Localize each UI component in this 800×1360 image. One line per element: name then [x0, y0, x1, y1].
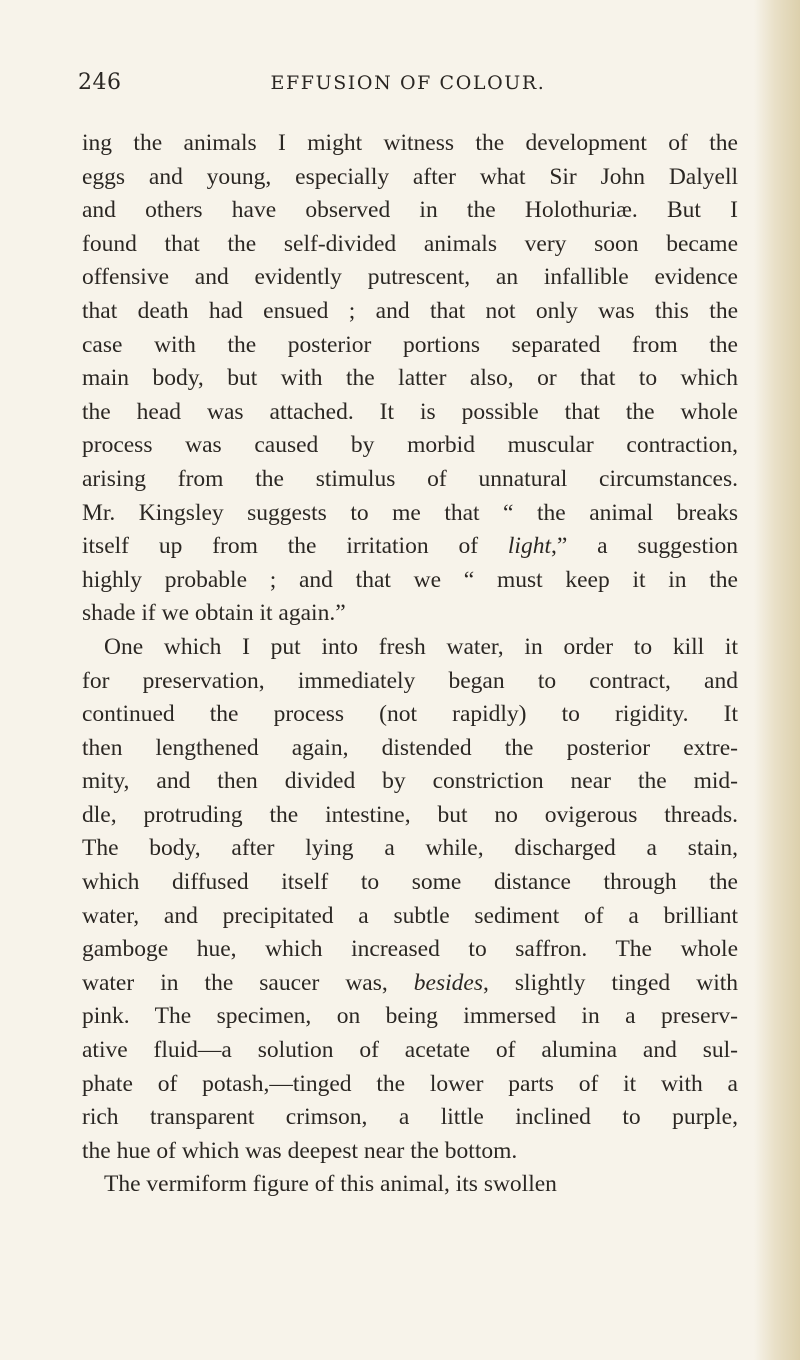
text-line: itself up from the irritation of light,” a suggestion — [82, 533, 739, 560]
text-line: found that the self-divided animals very soon became — [82, 230, 738, 257]
text-line: highly probable ; and that we “ must keep it in the — [82, 566, 738, 593]
text-line: and others have observed in the Holothuriæ. But I — [82, 197, 738, 224]
text-line: rich transparent crimson, a little inclined to purple, — [82, 1104, 738, 1131]
text-line: phate of potash,—tinged the lower parts of it with a — [82, 1070, 738, 1097]
page-number: 246 — [78, 70, 122, 95]
text-line: Mr. Kingsley suggests to me that “ the animal breaks — [82, 499, 738, 526]
text-line: offensive and evidently putrescent, an infallible evidence — [82, 264, 738, 291]
running-title: EFFUSION OF COLOUR. — [270, 72, 546, 94]
page-edge-shadow — [754, 0, 800, 1360]
page-header — [78, 70, 738, 100]
text-line: case with the posterior portions separated from the — [82, 331, 738, 358]
text-line: the head was attached. It is possible that the whole — [82, 398, 738, 425]
text-line: gamboge hue, which increased to saffron. The whole — [82, 936, 738, 963]
text-line: ative fluid—a solution of acetate of alumina and sul- — [82, 1037, 738, 1064]
paragraph-start-line: One which I put into fresh water, in order to kill it — [104, 633, 738, 660]
paragraph-end-line: shade if we obtain it again.” — [82, 600, 346, 627]
text-line: The body, after lying a while, discharged a stain, — [82, 835, 738, 862]
text-line: process was caused by morbid muscular contraction, — [82, 432, 738, 459]
text-line: water, and precipitated a subtle sediment of a brilliant — [82, 902, 738, 929]
paragraph-start-line: The vermiform figure of this animal, its swollen — [104, 1171, 557, 1198]
paragraph-end-line: the hue of which was deepest near the bottom. — [82, 1137, 518, 1164]
body-text — [82, 127, 738, 1202]
text-line: dle, protruding the intestine, but no ovigerous threads. — [82, 801, 738, 828]
text-line: pink. The specimen, on being immersed in a preserv- — [82, 1003, 738, 1030]
text-line: which diffused itself to some distance through the — [82, 869, 738, 896]
text-line: ing the animals I might witness the development of the — [82, 130, 738, 156]
text-line: eggs and young, especially after what Sir John Dalyell — [82, 163, 738, 190]
text-line: that death had ensued ; and that not only was this the — [82, 297, 738, 324]
text-line: then lengthened again, distended the posterior extre- — [82, 734, 738, 761]
text-line: main body, but with the latter also, or that to which — [82, 365, 738, 392]
text-line: water in the saucer was, besides, slightly tinged with — [82, 969, 738, 996]
text-line: continued the process (not rapidly) to rigidity. It — [82, 701, 738, 728]
text-line: arising from the stimulus of unnatural circumstances. — [82, 465, 738, 492]
text-line: for preservation, immediately began to contract, and — [82, 667, 738, 694]
text-line: mity, and then divided by constriction near the mid- — [82, 768, 738, 795]
